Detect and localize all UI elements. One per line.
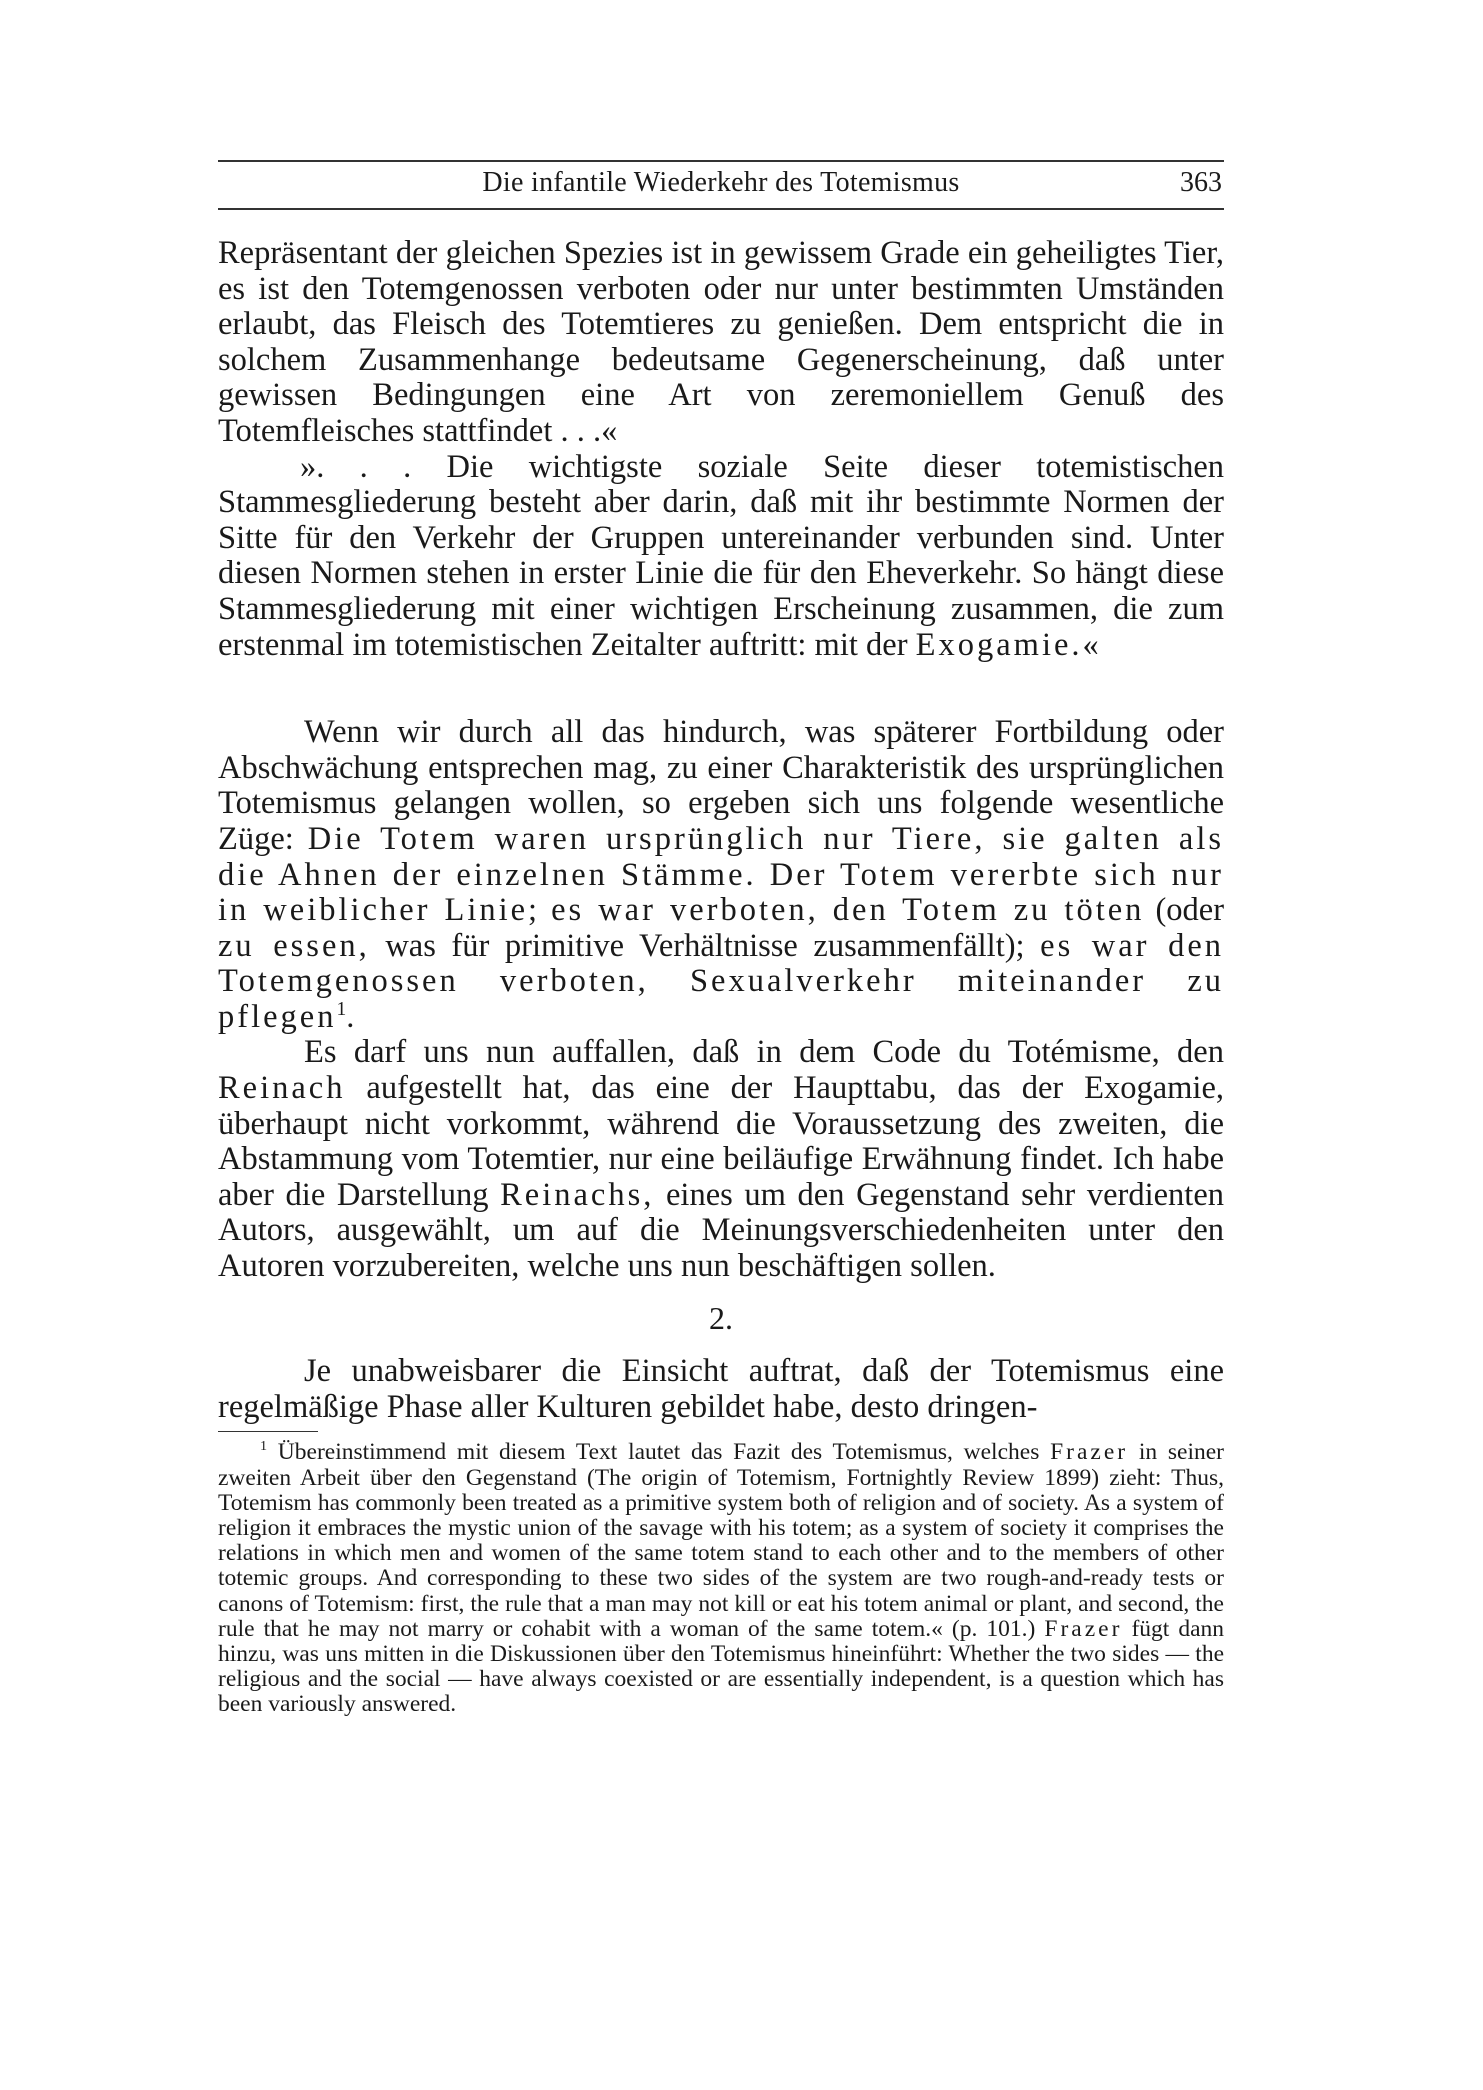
paragraph-text: eines um den Gegenstand sehr verdienten Autors, ausgewählt, um auf die Meinungsverschiedenheiten unter den Autoren vorzubereiten, welche uns nun beschäftigen sollen. — [218, 1176, 1225, 1285]
paragraph-text: Wenn wir durch all das hindurch, was späterer Fortbildung oder Abschwächung entsprechen mag, zu einer Charakteristik des ursprünglichen Totemismus gelangen wollen, so ergeben sich uns folgende wesentliche Züge: — [218, 714, 1224, 857]
author-name-reinach: Reinach — [218, 1070, 346, 1107]
emphasis-sexual-prohibition: es war den Totemgenossen verboten, Sexualverkehr miteinander zu pflegen — [218, 927, 1224, 1035]
section-number: 2. — [709, 1299, 733, 1336]
footnote-text: in seiner zweiten Arbeit über den Gegenstand (The origin of Totemism, Fortnightly Review 1899) zieht: Thus, Totemism has commonly been treated as a primitive system both of religion and of society. As a system of religion it embraces the mystic union of the savage with his totem; as a system of society it comprises the relations in which men and women of the same totem stand to each other and to the members of other totemic groups. And corresponding to these two sides of the system are two rough-and-ready tests or canons of Totemism: first, the rule that a man may not kill or eat his totem animal or plant, and second, the rule that he may not marry or cohabit with a woman of the same totem.« (p. 101.) — [218, 1439, 1224, 1642]
paragraph-text: (oder — [1155, 892, 1225, 929]
paragraph-quote-continuation: Repräsentant der gleichen Spezies ist in gewissem Grade ein geheiligtes Tier, es ist den Totemgenossen verboten oder nur unter bestimmten Umständen erlaubt, das Fleisch des Totemtieres zu genießen. Dem entspricht die in solchem Zusammenhange bedeutsame Gegenerscheinung, daß unter gewissen Bedingungen eine Art von zeremoniellem Genuß des Totemfleisches stattfindet . . .« — [218, 235, 1224, 449]
running-title: Die infantile Wiederkehr des Totemismus — [482, 167, 960, 198]
footnote-text: Übereinstimmend mit diesem Text lautet das Fazit des Totemismus, welches — [277, 1439, 1040, 1466]
paragraph-period: . — [346, 998, 355, 1035]
paragraph-text: ». . . Die wichtigste soziale Seite dieser totemistischen Stammesgliederung besteht aber darin, daß mit ihr bestimmte Normen der Sitte für den Verkehr der Gruppen untereinander verbunden sind. Unter diesen Normen stehen in erster Linie die für den Eheverkehr. So hängt diese Stammesgliederung mit einer wichtigen Erscheinung zusammen, die zum erstenmal im totemistischen Zeitalter auftritt: mit der — [218, 448, 1224, 663]
paragraph-text: Es darf uns nun auffallen, daß in dem Code du Totémisme, den — [304, 1034, 1224, 1071]
author-name-frazer: Frazer — [1050, 1439, 1129, 1466]
running-header — [218, 160, 1224, 210]
footnote-number: 1 — [260, 1438, 268, 1455]
closing-quote: « — [1082, 626, 1099, 663]
paragraph-quote-social — [218, 450, 1224, 664]
main-text — [218, 236, 1224, 1718]
footnote-divider — [218, 1431, 318, 1432]
paragraph-reinach — [218, 1035, 1224, 1284]
footnote-text: fügt dann hinzu, was uns mitten in die Diskussionen über den Totemismus hineinführt: Whether the two sides — the religious and the social — have always coexisted or are essentially independent, is a question which has been variously answered. — [218, 1615, 1225, 1718]
paragraph-section-two: Je unabweisbarer die Einsicht auftrat, daß der Totemismus eine regelmäßige Phase aller Kulturen gebildet habe, desto dringen- — [218, 1353, 1224, 1425]
page-number: 363 — [1180, 167, 1222, 198]
footnote — [218, 1440, 1224, 1717]
emphasis-eating: zu essen, — [218, 927, 370, 964]
emphasis-killing-forbidden: es war verboten, den Totem zu töten — [551, 892, 1145, 929]
paragraph-gap — [218, 663, 1224, 715]
paragraph-text: was für primitive Verhältnisse zusammenfällt); — [385, 927, 1025, 964]
emphasis-exogamie: Exogamie. — [915, 626, 1083, 663]
paragraph-text: aufgestellt hat, das eine der Haupttabu, das der Exogamie, überhaupt nicht vorkommt, während die Voraussetzung des zweiten, die Abstammung vom Totemtier, nur eine beiläufige Erwähnung findet. Ich habe aber die Darstellung — [218, 1070, 1224, 1213]
footnote-marker[interactable]: 1 — [336, 999, 347, 1021]
author-name-reinachs: Reinachs, — [500, 1176, 655, 1213]
paragraph-characteristics — [218, 715, 1224, 1035]
author-name-frazer: Frazer — [1044, 1615, 1123, 1642]
emphasis-totem-traits: Die Totem waren ursprünglich nur Tiere, sie galten als die Ahnen der einzelnen Stämme. Der Totem vererbte sich nur in weiblicher Linie; — [218, 820, 1224, 929]
